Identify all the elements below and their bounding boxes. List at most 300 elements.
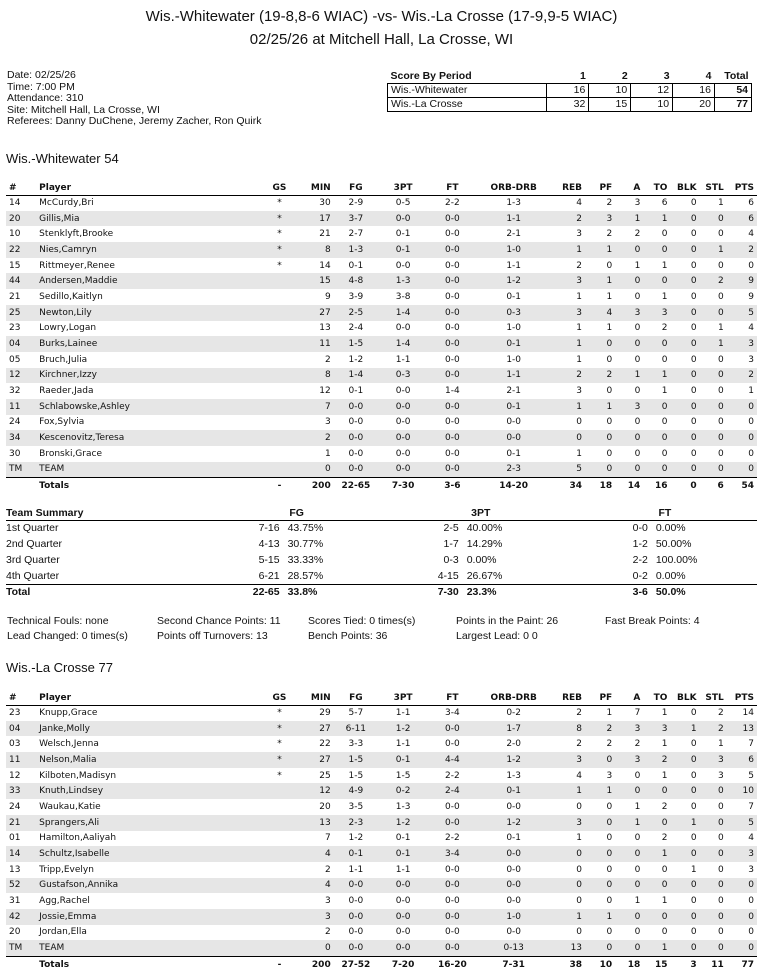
- player-row: [6, 226, 757, 242]
- free-throws: 0-0: [428, 211, 476, 227]
- blocks: 0: [670, 399, 699, 415]
- jersey-number: 22: [6, 242, 36, 258]
- column-header-blocks: BLK: [670, 182, 699, 195]
- player-row: [6, 289, 757, 305]
- turnovers: 0: [661, 354, 668, 365]
- total-assists: 18: [615, 956, 643, 973]
- games-started: [257, 909, 301, 925]
- summary-3pt-made-attempted: 2-5: [443, 522, 459, 535]
- personal-fouls: 4: [585, 305, 615, 321]
- games-started: [257, 399, 301, 415]
- period-score: 20: [673, 97, 715, 111]
- jersey-number: 04: [6, 336, 36, 352]
- free-throws: 0-0: [428, 940, 476, 956]
- player-name: Kescenovitz,Teresa: [36, 430, 257, 446]
- rebounds: 0: [576, 864, 583, 875]
- player-name: Waukau,Katie: [39, 801, 101, 812]
- turnovers: 1: [661, 739, 668, 750]
- summary-fg-percent: 33.8%: [287, 586, 318, 599]
- personal-fouls: 2: [606, 229, 613, 240]
- period-header: 2: [589, 70, 631, 83]
- player-row: [6, 242, 757, 258]
- rebounds: 2: [576, 739, 583, 750]
- turnovers: 1: [661, 770, 668, 781]
- field-goals: 0-0: [334, 462, 378, 478]
- summary-3pt-percent: 23.3%: [466, 586, 497, 599]
- player-name: Nies,Camryn: [36, 242, 257, 258]
- player-name: McCurdy,Bri: [39, 198, 94, 209]
- field-goals: 1-5: [348, 770, 364, 781]
- personal-fouls: 1: [585, 909, 615, 925]
- personal-fouls: 1: [585, 242, 615, 258]
- player-row: [6, 736, 757, 752]
- turnovers: 0: [643, 783, 670, 799]
- column-header-minutes: MIN: [302, 182, 334, 195]
- points: 0: [748, 260, 754, 271]
- game-info: [7, 70, 261, 128]
- player-row: [6, 258, 757, 274]
- three-pointers: 0-1: [378, 846, 428, 862]
- points: 3: [748, 354, 754, 365]
- points: 6: [748, 198, 754, 209]
- rebounds: 5: [551, 462, 585, 478]
- player-row: [6, 878, 757, 894]
- summary-ft-percent: 50.00%: [655, 538, 692, 550]
- rebounds: 1: [576, 833, 583, 844]
- points: 1: [748, 386, 754, 397]
- jersey-number: 05: [9, 354, 21, 365]
- points-off-turnovers: Points off Turnovers: 13: [157, 630, 268, 642]
- assists: 1: [634, 896, 641, 907]
- minutes: 27: [302, 721, 334, 737]
- period-total-score: 77: [714, 97, 751, 111]
- column-header-turnovers: TO: [643, 182, 670, 195]
- player-row: [6, 195, 757, 211]
- field-goals: 1-4: [334, 368, 378, 384]
- column-header-rebounds-off-def: ORB-DRB: [476, 182, 550, 195]
- jersey-number: 20: [9, 927, 21, 938]
- player-name: Bronski,Grace: [39, 448, 102, 459]
- player-row: [6, 752, 757, 768]
- period-score: 16: [673, 83, 715, 97]
- blocks: 0: [670, 305, 699, 321]
- player-row: [6, 815, 757, 831]
- period-score: 10: [589, 83, 631, 97]
- turnovers: 0: [661, 864, 668, 875]
- minutes: 7: [324, 833, 331, 844]
- field-goals: 3-5: [348, 801, 364, 812]
- minutes: 3: [324, 896, 331, 907]
- player-row: [6, 336, 757, 352]
- player-row: [6, 862, 757, 878]
- total-player-name: Totals: [36, 477, 257, 494]
- summary-label: Total: [6, 584, 205, 600]
- steals: 0: [718, 417, 724, 428]
- rebounds: 0: [551, 846, 585, 862]
- field-goals: 5-7: [348, 708, 364, 719]
- turnovers: 0: [661, 927, 668, 938]
- three-pointers: 0-0: [378, 430, 428, 446]
- assists: 1: [615, 368, 643, 384]
- minutes: 15: [302, 273, 334, 289]
- blocks: 0: [670, 462, 699, 478]
- summary-quarter-row: [6, 536, 757, 552]
- player-name: Jordan,Ella: [39, 927, 87, 938]
- assists: 0: [615, 940, 643, 956]
- assists: 0: [615, 273, 643, 289]
- three-pointers: 0-1: [395, 833, 411, 844]
- total-minutes: 200: [302, 477, 334, 494]
- jersey-number: 03: [9, 739, 21, 750]
- minutes: 2: [324, 354, 331, 365]
- assists: 0: [615, 336, 643, 352]
- games-started: [257, 273, 301, 289]
- field-goals: 2-7: [348, 229, 364, 240]
- column-header-free-throws: FT: [428, 182, 476, 195]
- summary-fg: [205, 536, 389, 552]
- assists: 0: [634, 770, 641, 781]
- games-started: [257, 815, 301, 831]
- assists: 0: [615, 430, 643, 446]
- player-row: [6, 399, 757, 415]
- summary-3pt-percent: 26.67%: [466, 569, 503, 582]
- steals: 0: [718, 927, 724, 938]
- personal-fouls: 1: [585, 399, 615, 415]
- blocks: 0: [690, 801, 697, 812]
- rebounds: 4: [576, 770, 583, 781]
- three-pointers: 1-2: [378, 721, 428, 737]
- personal-fouls: 1: [585, 273, 615, 289]
- rebounds-off-def: 2-1: [506, 229, 522, 240]
- minutes: 12: [319, 386, 331, 397]
- summary-3pt: [389, 584, 573, 600]
- field-goals: 0-0: [348, 896, 364, 907]
- blocks: 1: [690, 864, 697, 875]
- blocks: 0: [690, 354, 697, 365]
- rebounds: 1: [576, 323, 583, 334]
- column-header-steals: STL: [700, 182, 727, 195]
- player-row: [6, 768, 757, 784]
- total-rebounds: 34: [551, 477, 585, 494]
- personal-fouls: 0: [606, 448, 613, 459]
- three-pointers: 0-1: [378, 242, 428, 258]
- points: 5: [727, 305, 757, 321]
- free-throws: 0-0: [428, 305, 476, 321]
- steals: 0: [700, 783, 727, 799]
- points: 0: [748, 448, 754, 459]
- rebounds: 2: [551, 368, 585, 384]
- jersey-number: 20: [6, 211, 36, 227]
- personal-fouls: 0: [585, 336, 615, 352]
- jersey-number: 24: [9, 417, 21, 428]
- assists: 0: [634, 291, 641, 302]
- summary-ft-percent: 100.00%: [655, 554, 698, 566]
- column-header-jersey-number: #: [6, 182, 36, 195]
- minutes: 4: [302, 846, 334, 862]
- rebounds-off-def: 0-1: [506, 448, 522, 459]
- minutes: 17: [302, 211, 334, 227]
- turnovers: 2: [643, 752, 670, 768]
- turnovers: 1: [661, 291, 668, 302]
- rebounds-off-def: 0-1: [506, 833, 522, 844]
- summary-header-fg: FG: [205, 507, 389, 520]
- steals: 0: [700, 399, 727, 415]
- free-throws: 0-0: [444, 417, 460, 428]
- summary-fg-made-attempted: 4-13: [258, 538, 280, 550]
- minutes: 29: [319, 708, 331, 719]
- three-pointers: 1-1: [395, 708, 411, 719]
- turnovers: 2: [661, 801, 668, 812]
- steals: 2: [700, 721, 727, 737]
- jersey-number: 31: [9, 896, 21, 907]
- blocks: 0: [690, 927, 697, 938]
- points: 9: [727, 273, 757, 289]
- column-header-points: PTS: [727, 692, 757, 705]
- rebounds-off-def: 1-2: [476, 273, 550, 289]
- field-goals: 3-7: [334, 211, 378, 227]
- steals: 0: [718, 354, 724, 365]
- rebounds-off-def: 0-3: [476, 305, 550, 321]
- free-throws: 0-0: [444, 354, 460, 365]
- rebounds-off-def: 0-0: [506, 801, 522, 812]
- turnovers: 1: [643, 211, 670, 227]
- player-name: TEAM: [36, 940, 257, 956]
- turnovers: 0: [643, 815, 670, 831]
- turnovers: 0: [643, 430, 670, 446]
- blocks: 0: [690, 229, 697, 240]
- points: 0: [727, 462, 757, 478]
- games-started: *: [257, 721, 301, 737]
- rebounds-off-def: 2-3: [476, 462, 550, 478]
- blocks: 0: [670, 846, 699, 862]
- player-row: [6, 721, 757, 737]
- games-started: *: [257, 211, 301, 227]
- player-name: Gustafson,Annika: [36, 878, 257, 894]
- total-player-name: Totals: [36, 956, 257, 973]
- total-minutes: 200: [302, 956, 334, 973]
- player-row: [6, 705, 757, 721]
- points: 6: [727, 752, 757, 768]
- minutes: 21: [319, 229, 331, 240]
- summary-ft-percent: 0.00%: [655, 569, 686, 582]
- minutes: 1: [324, 448, 331, 459]
- field-goals: 3-3: [348, 739, 364, 750]
- summary-fg: [205, 552, 389, 568]
- jersey-number: 10: [9, 229, 21, 240]
- personal-fouls: 0: [606, 354, 613, 365]
- personal-fouls: 0: [606, 927, 613, 938]
- free-throws: 0-0: [428, 399, 476, 415]
- summary-label: 4th Quarter: [6, 569, 60, 582]
- total-steals: 11: [700, 956, 727, 973]
- free-throws: 0-0: [444, 801, 460, 812]
- column-header-free-throws: FT: [428, 692, 476, 705]
- assists: 2: [634, 229, 641, 240]
- three-pointers: 0-0: [395, 448, 411, 459]
- minutes: 8: [302, 368, 334, 384]
- steals: 0: [700, 940, 727, 956]
- totals-row: [6, 956, 757, 973]
- free-throws: 0-0: [428, 273, 476, 289]
- three-pointers: 0-0: [378, 462, 428, 478]
- personal-fouls: 0: [606, 386, 613, 397]
- period-header: 1: [547, 70, 589, 83]
- turnovers: 0: [643, 273, 670, 289]
- total-jersey-number: [6, 477, 36, 494]
- three-pointers: 1-1: [395, 739, 411, 750]
- summary-ft: [573, 536, 757, 552]
- games-started: [257, 462, 301, 478]
- games-started: [257, 352, 301, 368]
- minutes: 12: [302, 783, 334, 799]
- player-row: [6, 831, 757, 847]
- turnovers: 0: [661, 229, 668, 240]
- personal-fouls: 0: [606, 833, 613, 844]
- points: 0: [727, 399, 757, 415]
- points: 0: [727, 878, 757, 894]
- free-throws: 2-2: [444, 833, 460, 844]
- jersey-number: 24: [9, 801, 21, 812]
- rebounds: 0: [576, 417, 583, 428]
- home-box-score: [6, 692, 757, 973]
- turnovers: 0: [661, 448, 668, 459]
- personal-fouls: 3: [585, 211, 615, 227]
- steals: 0: [700, 430, 727, 446]
- three-pointers: 0-0: [378, 940, 428, 956]
- score-by-period-table: [387, 70, 752, 112]
- period-total-score: 54: [714, 83, 751, 97]
- game-matchup-title: Wis.-Whitewater (19-8,8-6 WIAC) -vs- Wis.-La Crosse (17-9,9-5 WIAC): [145, 8, 618, 25]
- field-goals: 1-2: [348, 833, 364, 844]
- summary-fg-made-attempted: 6-21: [258, 569, 280, 582]
- steals: 0: [700, 305, 727, 321]
- score-by-period-row: [388, 83, 752, 97]
- jersey-number: 12: [9, 770, 21, 781]
- summary-ft-made-attempted: 0-2: [632, 569, 648, 582]
- rebounds-off-def: 1-1: [476, 368, 550, 384]
- total-rebounds: 38: [551, 956, 585, 973]
- three-pointers: 1-3: [395, 801, 411, 812]
- jersey-number: 14: [6, 846, 36, 862]
- jersey-number: 42: [6, 909, 36, 925]
- rebounds-off-def: 0-2: [506, 708, 522, 719]
- rebounds: 3: [576, 229, 583, 240]
- points: 0: [748, 417, 754, 428]
- field-goals: 1-1: [348, 864, 364, 875]
- blocks: 0: [670, 430, 699, 446]
- free-throws: 0-0: [428, 462, 476, 478]
- team-name: Wis.-La Crosse: [388, 97, 547, 111]
- total-games-started: -: [257, 477, 301, 494]
- jersey-number: 15: [9, 260, 21, 271]
- assists: 3: [615, 752, 643, 768]
- games-started: *: [257, 752, 301, 768]
- free-throws: 0-0: [428, 909, 476, 925]
- turnovers: 1: [643, 368, 670, 384]
- player-name: Sprangers,Ali: [36, 815, 257, 831]
- assists: 0: [634, 386, 641, 397]
- steals: 0: [700, 878, 727, 894]
- total-blocks: 3: [670, 956, 699, 973]
- box-header-row: [6, 692, 757, 705]
- largest-lead: Largest Lead: 0 0: [456, 630, 538, 642]
- player-row: [6, 909, 757, 925]
- jersey-number: 23: [9, 323, 21, 334]
- column-header-three-pointers: 3PT: [378, 182, 428, 195]
- minutes: 22: [319, 739, 331, 750]
- rebounds-off-def: 1-3: [506, 198, 522, 209]
- minutes: 3: [302, 909, 334, 925]
- free-throws: 0-0: [428, 368, 476, 384]
- steals: 0: [700, 909, 727, 925]
- assists: 1: [615, 815, 643, 831]
- column-header-rebounds-off-def: ORB-DRB: [476, 692, 550, 705]
- turnovers: 6: [661, 198, 668, 209]
- jersey-number: 25: [6, 305, 36, 321]
- summary-label: 3rd Quarter: [6, 554, 60, 566]
- column-header-steals: STL: [700, 692, 727, 705]
- player-name: Stenklyft,Brooke: [39, 229, 114, 240]
- rebounds: 3: [551, 273, 585, 289]
- rebounds-off-def: 0-0: [506, 896, 522, 907]
- column-header-jersey-number: #: [6, 692, 36, 705]
- steals: 0: [718, 448, 724, 459]
- column-header-personal-fouls: PF: [585, 692, 615, 705]
- points: 9: [748, 291, 754, 302]
- jersey-number: 32: [9, 386, 21, 397]
- games-started: [257, 336, 301, 352]
- assists: 3: [634, 198, 641, 209]
- player-row: [6, 415, 757, 431]
- jersey-number: 14: [9, 198, 21, 209]
- total-three-pointers: 7-20: [378, 956, 428, 973]
- points: 4: [748, 833, 754, 844]
- jersey-number: TM: [6, 940, 36, 956]
- field-goals: 2-3: [334, 815, 378, 831]
- games-started: [257, 321, 301, 337]
- rebounds-off-def: 2-1: [506, 386, 522, 397]
- games-started: [257, 368, 301, 384]
- points: 0: [748, 927, 754, 938]
- minutes: 14: [319, 260, 331, 271]
- column-header-assists: A: [615, 692, 643, 705]
- minutes: 9: [324, 291, 331, 302]
- team-summary-table: [6, 507, 757, 600]
- personal-fouls: 3: [606, 770, 613, 781]
- player-name: TEAM: [36, 462, 257, 478]
- rebounds-off-def: 0-1: [476, 399, 550, 415]
- jersey-number: TM: [6, 462, 36, 478]
- free-throws: 0-0: [428, 878, 476, 894]
- games-started: *: [277, 229, 282, 240]
- steals: 1: [700, 242, 727, 258]
- points: 4: [748, 229, 754, 240]
- rebounds: 3: [551, 752, 585, 768]
- minutes: 0: [302, 462, 334, 478]
- free-throws: 0-0: [428, 721, 476, 737]
- turnovers: 2: [661, 833, 668, 844]
- field-goals: 0-1: [334, 846, 378, 862]
- points: 13: [727, 721, 757, 737]
- points: 3: [748, 864, 754, 875]
- jersey-number: 12: [6, 368, 36, 384]
- total-free-throws: 16-20: [428, 956, 476, 973]
- total-blocks: 0: [670, 477, 699, 494]
- jersey-number: 44: [6, 273, 36, 289]
- summary-quarter-row: [6, 568, 757, 584]
- turnovers: 3: [643, 721, 670, 737]
- player-name: Kilboten,Madisyn: [39, 770, 117, 781]
